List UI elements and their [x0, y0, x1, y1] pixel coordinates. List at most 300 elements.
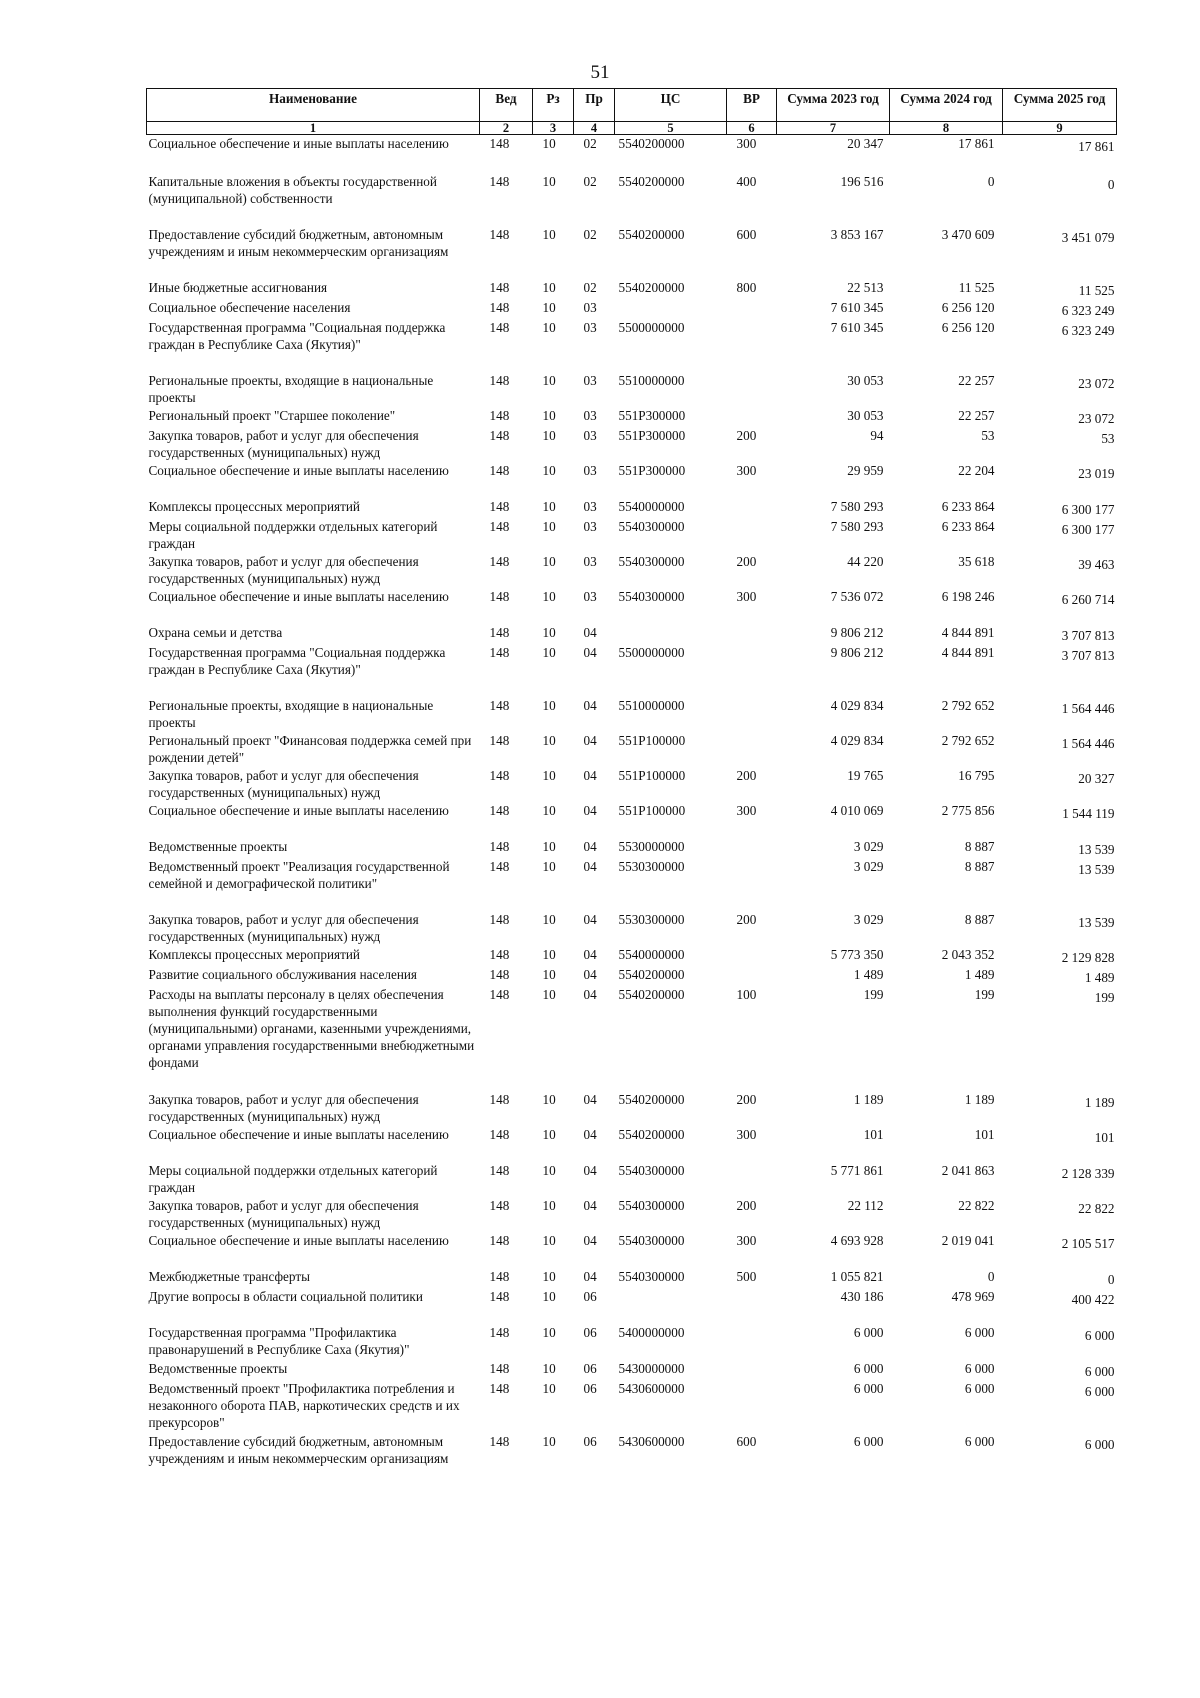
row-name: Региональный проект "Старшее поколение"	[148, 407, 396, 423]
row-sum-2023: 199	[863, 986, 884, 1002]
row-pr: 04	[583, 911, 597, 927]
row-pr: 04	[583, 1268, 597, 1284]
row-rz: 10	[542, 372, 556, 388]
table-row	[147, 372, 1117, 407]
row-name: Государственная программа "Социальная поддержка граждан в Республике Саха (Якутия)"	[148, 644, 446, 677]
row-cs: 5430000000	[618, 1360, 685, 1376]
row-sum-2025: 101	[1094, 1129, 1115, 1145]
row-sum-2023: 3 029	[853, 858, 884, 874]
row-sum-2025: 0	[1107, 176, 1115, 192]
row-sum-2024: 2 043 352	[941, 946, 995, 962]
row-vr: 200	[736, 1197, 757, 1213]
row-ved: 148	[489, 1197, 510, 1213]
row-name: Закупка товаров, работ и услуг для обеспечения государственных (муниципальных) нужд	[148, 1197, 419, 1230]
row-cs: 5540300000	[618, 588, 685, 604]
row-name: Иные бюджетные ассигнования	[148, 279, 328, 295]
row-sum-2023: 4 010 069	[830, 802, 884, 818]
row-vr	[727, 838, 777, 858]
row-cs: 5510000000	[618, 697, 685, 713]
row-pr: 03	[583, 553, 597, 569]
row-name: Социальное обеспечение населения	[148, 299, 351, 315]
row-sum-2024: 101	[974, 1126, 995, 1142]
table-row	[147, 838, 1117, 858]
budget-table	[146, 88, 1117, 1468]
column-number: 6	[727, 122, 777, 135]
row-sum-2024: 2 792 652	[941, 697, 995, 713]
row-sum-2023: 30 053	[847, 372, 884, 388]
row-sum-2024: 22 204	[958, 462, 995, 478]
row-sum-2023: 94	[870, 427, 884, 443]
row-ved: 148	[489, 553, 510, 569]
row-vr: 300	[736, 802, 757, 818]
row-sum-2023: 7 610 345	[830, 319, 884, 335]
table-row	[147, 946, 1117, 966]
row-rz: 10	[542, 319, 556, 335]
row-sum-2025: 6 323 249	[1061, 322, 1115, 338]
row-vr	[727, 644, 777, 697]
row-sum-2024: 16 795	[958, 767, 995, 783]
row-sum-2024: 53	[981, 427, 995, 443]
row-sum-2023: 22 513	[847, 279, 884, 295]
table-row	[147, 966, 1117, 986]
row-sum-2023: 30 053	[847, 407, 884, 423]
row-pr: 03	[583, 427, 597, 443]
row-name: Другие вопросы в области социальной политики	[148, 1288, 423, 1304]
table-row	[147, 553, 1117, 588]
row-sum-2023: 4 029 834	[830, 732, 884, 748]
table-row	[147, 1232, 1117, 1268]
row-cs	[615, 299, 727, 319]
row-sum-2025: 3 707 813	[1061, 627, 1115, 643]
row-cs: 5530000000	[618, 838, 685, 854]
row-pr: 03	[583, 407, 597, 423]
row-name: Социальное обеспечение и иные выплаты населению	[148, 136, 449, 151]
row-ved: 148	[489, 498, 510, 514]
row-rz: 10	[542, 838, 556, 854]
row-sum-2025: 3 451 079	[1061, 229, 1115, 245]
column-number: 2	[480, 122, 533, 135]
row-vr: 800	[736, 279, 757, 295]
row-ved: 148	[489, 911, 510, 927]
header-ved: Вед	[480, 89, 533, 122]
row-sum-2023: 7 580 293	[830, 518, 884, 534]
row-sum-2024: 22 822	[958, 1197, 995, 1213]
row-pr: 04	[583, 624, 597, 640]
row-vr	[727, 1360, 777, 1380]
table-row	[147, 518, 1117, 553]
row-rz: 10	[542, 1360, 556, 1376]
row-sum-2024: 17 861	[958, 136, 995, 151]
row-vr: 200	[736, 427, 757, 443]
row-rz: 10	[542, 911, 556, 927]
row-vr	[727, 498, 777, 518]
row-rz: 10	[542, 966, 556, 982]
row-name: Ведомственные проекты	[148, 1360, 288, 1376]
row-sum-2024: 1 189	[964, 1091, 995, 1107]
table-row	[147, 986, 1117, 1091]
row-rz: 10	[542, 226, 556, 242]
row-cs: 5540000000	[618, 498, 685, 514]
row-sum-2023: 19 765	[847, 767, 884, 783]
row-pr: 02	[583, 136, 597, 151]
row-sum-2025: 6 260 714	[1061, 591, 1115, 607]
table-row	[147, 1380, 1117, 1433]
row-sum-2024: 2 041 863	[941, 1162, 995, 1178]
row-pr: 03	[583, 588, 597, 604]
row-sum-2025: 1 564 446	[1061, 735, 1115, 751]
row-sum-2023: 6 000	[853, 1324, 884, 1340]
row-sum-2025: 2 129 828	[1061, 949, 1115, 965]
row-pr: 06	[583, 1288, 597, 1304]
row-vr: 200	[736, 553, 757, 569]
row-pr: 06	[583, 1433, 597, 1449]
row-cs: 5430600000	[618, 1380, 685, 1396]
row-sum-2025: 23 072	[1078, 375, 1115, 391]
row-sum-2024: 1 489	[964, 966, 995, 982]
row-sum-2025: 23 019	[1078, 465, 1115, 481]
row-rz: 10	[542, 1324, 556, 1340]
row-ved: 148	[489, 1162, 510, 1178]
row-sum-2024: 199	[974, 986, 995, 1002]
page-number: 51	[590, 62, 610, 83]
row-sum-2023: 430 186	[840, 1288, 884, 1304]
row-ved: 148	[489, 644, 510, 660]
row-pr: 04	[583, 732, 597, 748]
row-rz: 10	[542, 1232, 556, 1248]
row-sum-2024: 0	[987, 173, 995, 189]
row-ved: 148	[489, 858, 510, 874]
column-number: 5	[615, 122, 727, 135]
row-cs: 5540200000	[618, 1091, 685, 1107]
row-vr	[727, 858, 777, 911]
row-pr: 04	[583, 1091, 597, 1107]
table-row	[147, 1091, 1117, 1126]
table-row	[147, 279, 1117, 299]
row-vr	[727, 407, 777, 427]
row-vr	[727, 1162, 777, 1197]
row-cs: 5540300000	[618, 1232, 685, 1248]
row-sum-2023: 3 853 167	[830, 226, 884, 242]
table-row	[147, 732, 1117, 767]
table-row	[147, 911, 1117, 946]
header-vr: ВР	[727, 89, 777, 122]
row-sum-2023: 6 000	[853, 1433, 884, 1449]
column-number: 8	[890, 122, 1003, 135]
row-pr: 04	[583, 644, 597, 660]
row-sum-2024: 6 233 864	[941, 498, 995, 514]
row-ved: 148	[489, 518, 510, 534]
row-sum-2024: 11 525	[958, 279, 995, 295]
row-name: Развитие социального обслуживания населения	[148, 966, 418, 982]
row-sum-2025: 2 105 517	[1061, 1235, 1115, 1251]
row-ved: 148	[489, 173, 510, 189]
row-sum-2025: 6 000	[1084, 1383, 1115, 1399]
row-name: Ведомственный проект "Профилактика потребления и незаконного оборота ПАВ, наркотических средств и их прекурсоров"	[148, 1380, 460, 1430]
row-cs: 5540000000	[618, 946, 685, 962]
row-rz: 10	[542, 1433, 556, 1449]
row-rz: 10	[542, 697, 556, 713]
row-cs: 5430600000	[618, 1433, 685, 1449]
row-vr: 500	[736, 1268, 757, 1284]
row-sum-2023: 4 029 834	[830, 697, 884, 713]
row-rz: 10	[542, 518, 556, 534]
row-vr: 600	[736, 226, 757, 242]
row-sum-2025: 6 000	[1084, 1327, 1115, 1343]
row-ved: 148	[489, 372, 510, 388]
row-vr	[727, 946, 777, 966]
row-pr: 04	[583, 1232, 597, 1248]
column-number: 4	[574, 122, 615, 135]
table-row	[147, 1360, 1117, 1380]
row-cs: 5500000000	[618, 644, 685, 660]
row-sum-2025: 11 525	[1078, 282, 1115, 298]
row-cs: 5540200000	[618, 986, 685, 1002]
row-rz: 10	[542, 462, 556, 478]
row-pr: 04	[583, 946, 597, 962]
row-cs: 5540200000	[618, 173, 685, 189]
row-pr: 04	[583, 767, 597, 783]
row-name: Социальное обеспечение и иные выплаты населению	[148, 462, 449, 478]
row-vr: 100	[736, 986, 757, 1002]
row-ved: 148	[489, 1126, 510, 1142]
row-sum-2024: 6 000	[964, 1324, 995, 1340]
row-pr: 06	[583, 1324, 597, 1340]
row-sum-2023: 5 773 350	[830, 946, 884, 962]
row-name: Предоставление субсидий бюджетным, автономным учреждениям и иным некоммерческим организациям	[148, 1433, 449, 1466]
table-row	[147, 767, 1117, 802]
row-sum-2025: 6 323 249	[1061, 302, 1115, 318]
row-ved: 148	[489, 986, 510, 1002]
row-sum-2025: 13 539	[1078, 861, 1115, 877]
row-rz: 10	[542, 767, 556, 783]
header-cs: ЦС	[615, 89, 727, 122]
table-row	[147, 1126, 1117, 1162]
table-header	[147, 89, 1117, 135]
row-cs: 5540200000	[618, 226, 685, 242]
row-name: Межбюджетные трансферты	[148, 1268, 310, 1284]
row-sum-2024: 8 887	[964, 858, 995, 874]
row-name: Социальное обеспечение и иные выплаты населению	[148, 802, 449, 818]
row-pr: 06	[583, 1360, 597, 1376]
row-cs: 5540300000	[618, 553, 685, 569]
row-vr	[727, 518, 777, 553]
row-rz: 10	[542, 1288, 556, 1304]
row-vr: 600	[736, 1433, 757, 1449]
row-vr: 400	[736, 173, 757, 189]
row-name: Закупка товаров, работ и услуг для обеспечения государственных (муниципальных) нужд	[148, 767, 419, 800]
row-sum-2023: 101	[863, 1126, 884, 1142]
column-number: 3	[533, 122, 574, 135]
row-sum-2025: 23 072	[1078, 410, 1115, 426]
table-row	[147, 644, 1117, 697]
row-name: Социальное обеспечение и иные выплаты населению	[148, 588, 449, 604]
row-sum-2023: 5 771 861	[830, 1162, 884, 1178]
row-name: Меры социальной поддержки отдельных категорий граждан	[148, 1162, 438, 1195]
row-sum-2024: 6 000	[964, 1433, 995, 1449]
row-sum-2025: 1 544 119	[1062, 805, 1115, 821]
row-cs: 5500000000	[618, 319, 685, 335]
row-sum-2025: 1 489	[1084, 969, 1115, 985]
table-row	[147, 1324, 1117, 1360]
row-ved: 148	[489, 462, 510, 478]
row-vr: 300	[736, 588, 757, 604]
row-vr	[727, 732, 777, 767]
row-ved: 148	[489, 1232, 510, 1248]
row-pr: 04	[583, 858, 597, 874]
row-pr: 03	[583, 372, 597, 388]
row-name: Комплексы процессных мероприятий	[148, 498, 360, 514]
row-sum-2023: 6 000	[853, 1360, 884, 1376]
row-ved: 148	[489, 838, 510, 854]
row-sum-2024: 478 969	[951, 1288, 995, 1304]
header-name: Наименование	[147, 89, 480, 122]
row-sum-2024: 0	[987, 1268, 995, 1284]
row-rz: 10	[542, 173, 556, 189]
row-pr: 02	[583, 226, 597, 242]
row-vr: 300	[736, 462, 757, 478]
row-ved: 148	[489, 136, 510, 151]
table-row	[147, 1288, 1117, 1324]
row-vr: 200	[736, 767, 757, 783]
row-sum-2025: 6 000	[1084, 1436, 1115, 1452]
row-rz: 10	[542, 624, 556, 640]
row-cs: 551P300000	[618, 407, 686, 423]
table-row	[147, 498, 1117, 518]
row-rz: 10	[542, 279, 556, 295]
row-vr	[727, 1324, 777, 1360]
row-name: Ведомственный проект "Реализация государственной семейной и демографической политики"	[148, 858, 450, 891]
row-name: Закупка товаров, работ и услуг для обеспечения государственных (муниципальных) нужд	[148, 427, 419, 460]
row-name: Социальное обеспечение и иные выплаты населению	[148, 1126, 449, 1142]
row-cs: 5540200000	[618, 966, 685, 982]
row-sum-2025: 20 327	[1078, 770, 1115, 786]
row-sum-2025: 6 300 177	[1061, 521, 1115, 537]
table-row	[147, 588, 1117, 624]
row-sum-2024: 6 198 246	[941, 588, 995, 604]
row-vr: 200	[736, 911, 757, 927]
row-cs	[615, 624, 727, 644]
row-sum-2024: 2 775 856	[941, 802, 995, 818]
row-name: Закупка товаров, работ и услуг для обеспечения государственных (муниципальных) нужд	[148, 1091, 419, 1124]
row-name: Капитальные вложения в объекты государственной (муниципальной) собственности	[148, 173, 437, 206]
row-sum-2023: 3 029	[853, 911, 884, 927]
row-sum-2024: 6 233 864	[941, 518, 995, 534]
row-name: Социальное обеспечение и иные выплаты населению	[148, 1232, 449, 1248]
row-pr: 04	[583, 1162, 597, 1178]
row-ved: 148	[489, 1324, 510, 1340]
row-cs: 5510000000	[618, 372, 685, 388]
row-cs: 5540300000	[618, 1197, 685, 1213]
row-sum-2024: 2 019 041	[941, 1232, 995, 1248]
row-sum-2024: 35 618	[958, 553, 995, 569]
table-row	[147, 319, 1117, 372]
row-sum-2023: 20 347	[847, 136, 884, 151]
row-pr: 04	[583, 966, 597, 982]
row-sum-2023: 29 959	[847, 462, 884, 478]
row-name: Государственная программа "Социальная поддержка граждан в Республике Саха (Якутия)"	[148, 319, 446, 352]
table-row	[147, 1268, 1117, 1288]
row-sum-2025: 17 861	[1078, 139, 1115, 154]
row-sum-2025: 39 463	[1078, 556, 1115, 572]
row-rz: 10	[542, 553, 556, 569]
row-sum-2024: 6 256 120	[941, 299, 995, 315]
table-row	[147, 173, 1117, 226]
row-sum-2023: 1 489	[853, 966, 884, 982]
row-ved: 148	[489, 279, 510, 295]
row-vr: 300	[736, 1126, 757, 1142]
row-sum-2023: 7 536 072	[830, 588, 884, 604]
row-sum-2025: 2 128 339	[1061, 1165, 1115, 1181]
row-pr: 03	[583, 462, 597, 478]
row-sum-2024: 22 257	[958, 372, 995, 388]
row-rz: 10	[542, 427, 556, 443]
row-rz: 10	[542, 299, 556, 315]
row-sum-2023: 4 693 928	[830, 1232, 884, 1248]
header-sum-2023: Сумма 2023 год	[777, 89, 890, 122]
row-name: Региональные проекты, входящие в национальные проекты	[148, 697, 434, 730]
row-cs: 551P100000	[618, 732, 686, 748]
row-ved: 148	[489, 299, 510, 315]
row-sum-2025: 3 707 813	[1061, 647, 1115, 663]
table-row	[147, 299, 1117, 319]
row-rz: 10	[542, 858, 556, 874]
column-number: 1	[147, 122, 480, 135]
row-ved: 148	[489, 946, 510, 962]
row-rz: 10	[542, 1380, 556, 1396]
row-ved: 148	[489, 319, 510, 335]
table-row	[147, 858, 1117, 911]
row-pr: 06	[583, 1380, 597, 1396]
row-rz: 10	[542, 802, 556, 818]
header-pr: Пр	[574, 89, 615, 122]
row-rz: 10	[542, 732, 556, 748]
row-sum-2023: 196 516	[840, 173, 884, 189]
row-sum-2025: 6 300 177	[1061, 501, 1115, 517]
row-cs: 551P300000	[618, 462, 686, 478]
row-cs: 5530300000	[618, 858, 685, 874]
row-vr: 300	[736, 1232, 757, 1248]
row-sum-2024: 3 470 609	[941, 226, 995, 242]
table-row	[147, 802, 1117, 838]
row-rz: 10	[542, 407, 556, 423]
row-rz: 10	[542, 1126, 556, 1142]
row-ved: 148	[489, 767, 510, 783]
row-ved: 148	[489, 624, 510, 640]
table-row	[147, 135, 1117, 173]
row-rz: 10	[542, 1091, 556, 1107]
table-row	[147, 407, 1117, 427]
table-row	[147, 462, 1117, 498]
row-pr: 02	[583, 173, 597, 189]
row-ved: 148	[489, 1380, 510, 1396]
row-sum-2023: 3 029	[853, 838, 884, 854]
row-ved: 148	[489, 1268, 510, 1284]
row-ved: 148	[489, 407, 510, 423]
row-sum-2025: 0	[1107, 1271, 1115, 1287]
row-sum-2023: 7 580 293	[830, 498, 884, 514]
row-sum-2025: 53	[1101, 430, 1115, 446]
row-cs: 5540200000	[618, 1126, 685, 1142]
row-name: Ведомственные проекты	[148, 838, 288, 854]
row-rz: 10	[542, 498, 556, 514]
row-sum-2024: 4 844 891	[941, 644, 995, 660]
row-name: Меры социальной поддержки отдельных категорий граждан	[148, 518, 438, 551]
row-rz: 10	[542, 1162, 556, 1178]
row-pr: 03	[583, 498, 597, 514]
row-sum-2025: 22 822	[1078, 1200, 1115, 1216]
row-ved: 148	[489, 226, 510, 242]
row-rz: 10	[542, 986, 556, 1002]
